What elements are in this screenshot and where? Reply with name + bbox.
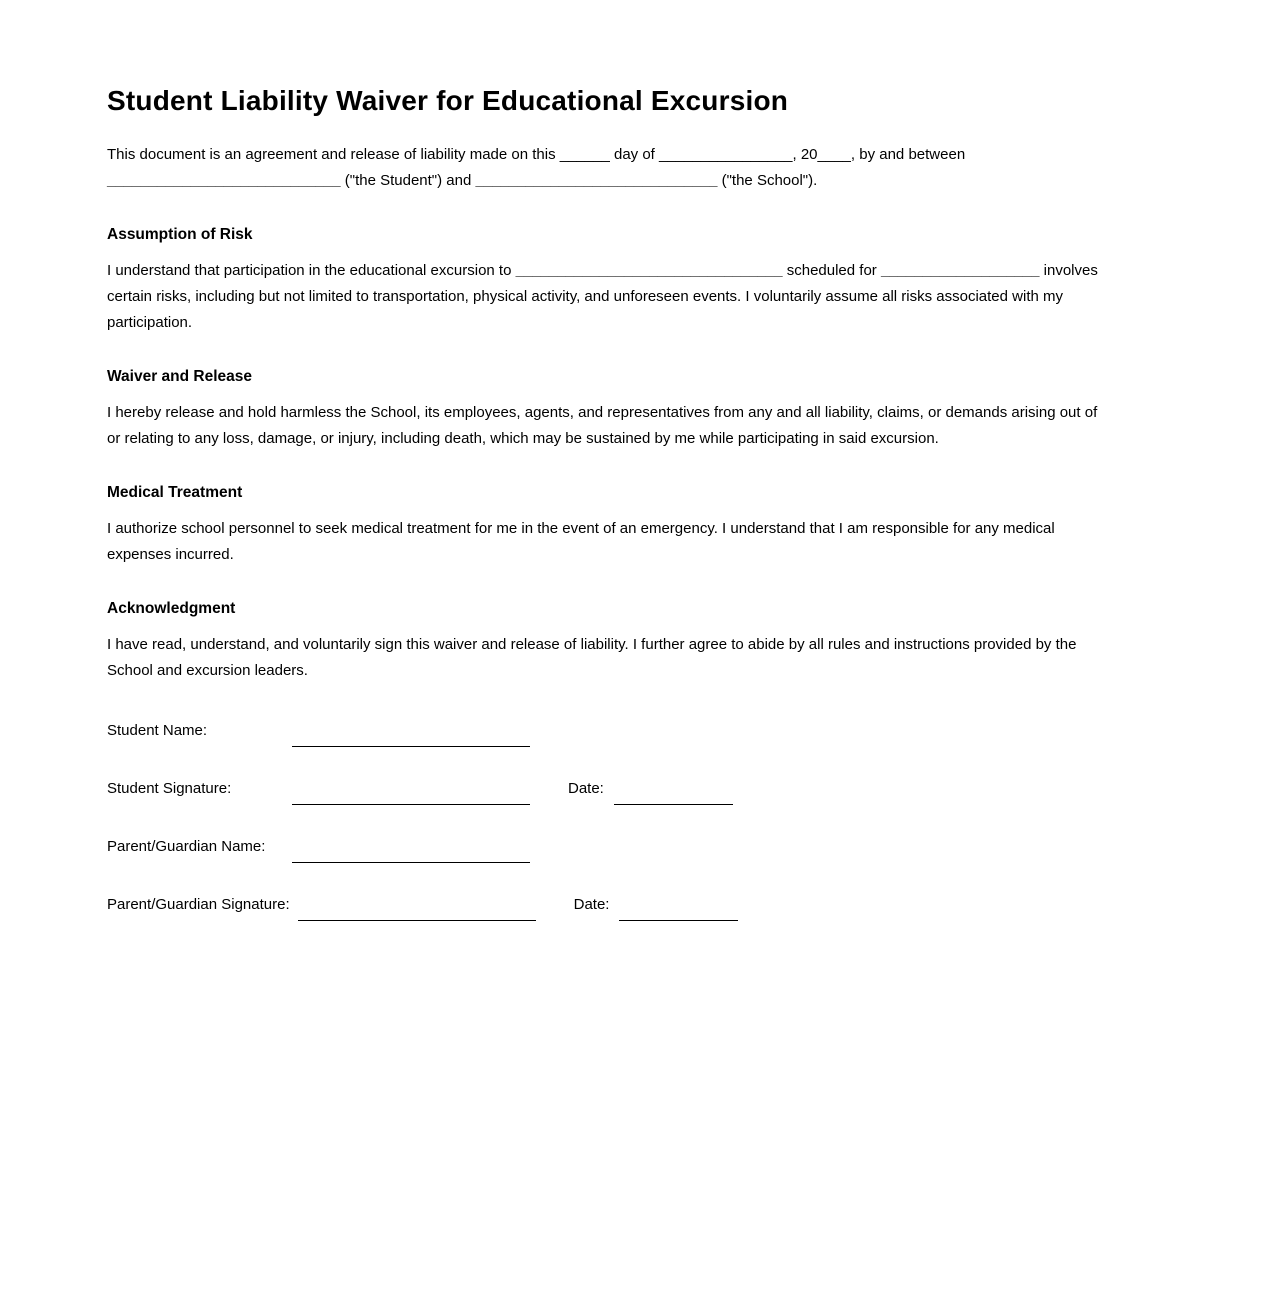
text-segment: I have read, understand, and voluntarily sign this waiver and release of liability. I further agree to abide by all rules and instructions provided by the — [107, 636, 1077, 653]
text-segment: ("the School"). — [717, 172, 818, 189]
parent-guardian-name-row — [107, 837, 1238, 863]
section-heading-assumption-of-risk: Assumption of Risk — [107, 226, 253, 243]
text-segment: scheduled for — [782, 262, 881, 279]
text-segment: certain risks, including but not limited to transportation, physical activity, and unforeseen events. I voluntarily assume all risks associated with my — [107, 288, 1063, 305]
section-heading-waiver-and-release: Waiver and Release — [107, 368, 253, 385]
blank-underscores: ________________________________ — [515, 262, 783, 279]
student-signature-date-label: Date: — [568, 780, 604, 797]
student-signature-row — [107, 779, 1238, 805]
student-name-label: Student Name: — [107, 722, 208, 739]
text-segment: ("the Student") and — [340, 172, 476, 189]
parent-guardian-signature-label: Parent/Guardian Signature: — [107, 896, 290, 913]
parent-guardian-signature-line[interactable] — [298, 895, 536, 921]
waiver-and-release-paragraph — [107, 400, 1238, 452]
section-heading-medical-treatment: Medical Treatment — [107, 484, 243, 501]
paragraph-line — [107, 284, 1238, 310]
text-segment: or relating to any loss, damage, or injury, including death, which may be sustained by me while participating in said excursion. — [107, 430, 939, 447]
student-signature-date-line[interactable] — [614, 779, 733, 805]
text-segment: day of — [609, 146, 660, 163]
parent-guardian-signature-date-label: Date: — [573, 896, 610, 913]
paragraph-line — [107, 516, 1238, 542]
paragraph-line — [107, 168, 1238, 194]
blank-underscores: ___________________ — [880, 262, 1040, 279]
paragraph-line — [107, 400, 1238, 426]
blank-underscores: ______ — [559, 146, 610, 163]
page-title: Student Liability Waiver for Educational Excursion — [107, 85, 789, 116]
parent-guardian-signature-date-line[interactable] — [619, 895, 738, 921]
intro-paragraph — [107, 142, 1238, 194]
parent-guardian-name-label: Parent/Guardian Name: — [107, 838, 266, 855]
text-segment: involves — [1039, 262, 1098, 279]
paragraph-line — [107, 258, 1238, 284]
text-segment: , 20 — [792, 146, 818, 163]
student-name-row — [107, 721, 1238, 747]
paragraph-line — [107, 632, 1238, 658]
text-segment: I hereby release and hold harmless the School, its employees, agents, and representatives from any and all liability, claims, or demands arising out of — [107, 404, 1098, 421]
section-heading-acknowledgment: Acknowledgment — [107, 600, 236, 617]
text-segment: expenses incurred. — [107, 546, 234, 563]
blank-underscores: ____________________________ — [107, 172, 341, 189]
blank-underscores: _____________________________ — [475, 172, 718, 189]
paragraph-line — [107, 142, 1238, 168]
text-segment: participation. — [107, 314, 193, 331]
student-name-line[interactable] — [292, 721, 530, 747]
student-signature-line[interactable] — [292, 779, 530, 805]
student-signature-label: Student Signature: — [107, 780, 232, 797]
text-segment: This document is an agreement and release of liability made on this — [107, 146, 560, 163]
blank-underscores: ____ — [817, 146, 851, 163]
blank-underscores: ________________ — [659, 146, 793, 163]
text-segment: I authorize school personnel to seek medical treatment for me in the event of an emergency. I understand that I am responsible for any medical — [107, 520, 1055, 537]
text-segment: I understand that participation in the educational excursion to — [107, 262, 516, 279]
signature-section — [107, 721, 1238, 921]
paragraph-line — [107, 542, 1238, 568]
parent-guardian-signature-row — [107, 895, 1238, 921]
acknowledgment-paragraph — [107, 632, 1238, 684]
paragraph-line — [107, 426, 1238, 452]
assumption-of-risk-paragraph — [107, 258, 1238, 336]
text-segment: , by and between — [850, 146, 966, 163]
medical-treatment-paragraph — [107, 516, 1238, 568]
paragraph-line — [107, 310, 1238, 336]
paragraph-line — [107, 658, 1238, 684]
parent-guardian-name-line[interactable] — [292, 837, 530, 863]
text-segment: School and excursion leaders. — [107, 662, 308, 679]
